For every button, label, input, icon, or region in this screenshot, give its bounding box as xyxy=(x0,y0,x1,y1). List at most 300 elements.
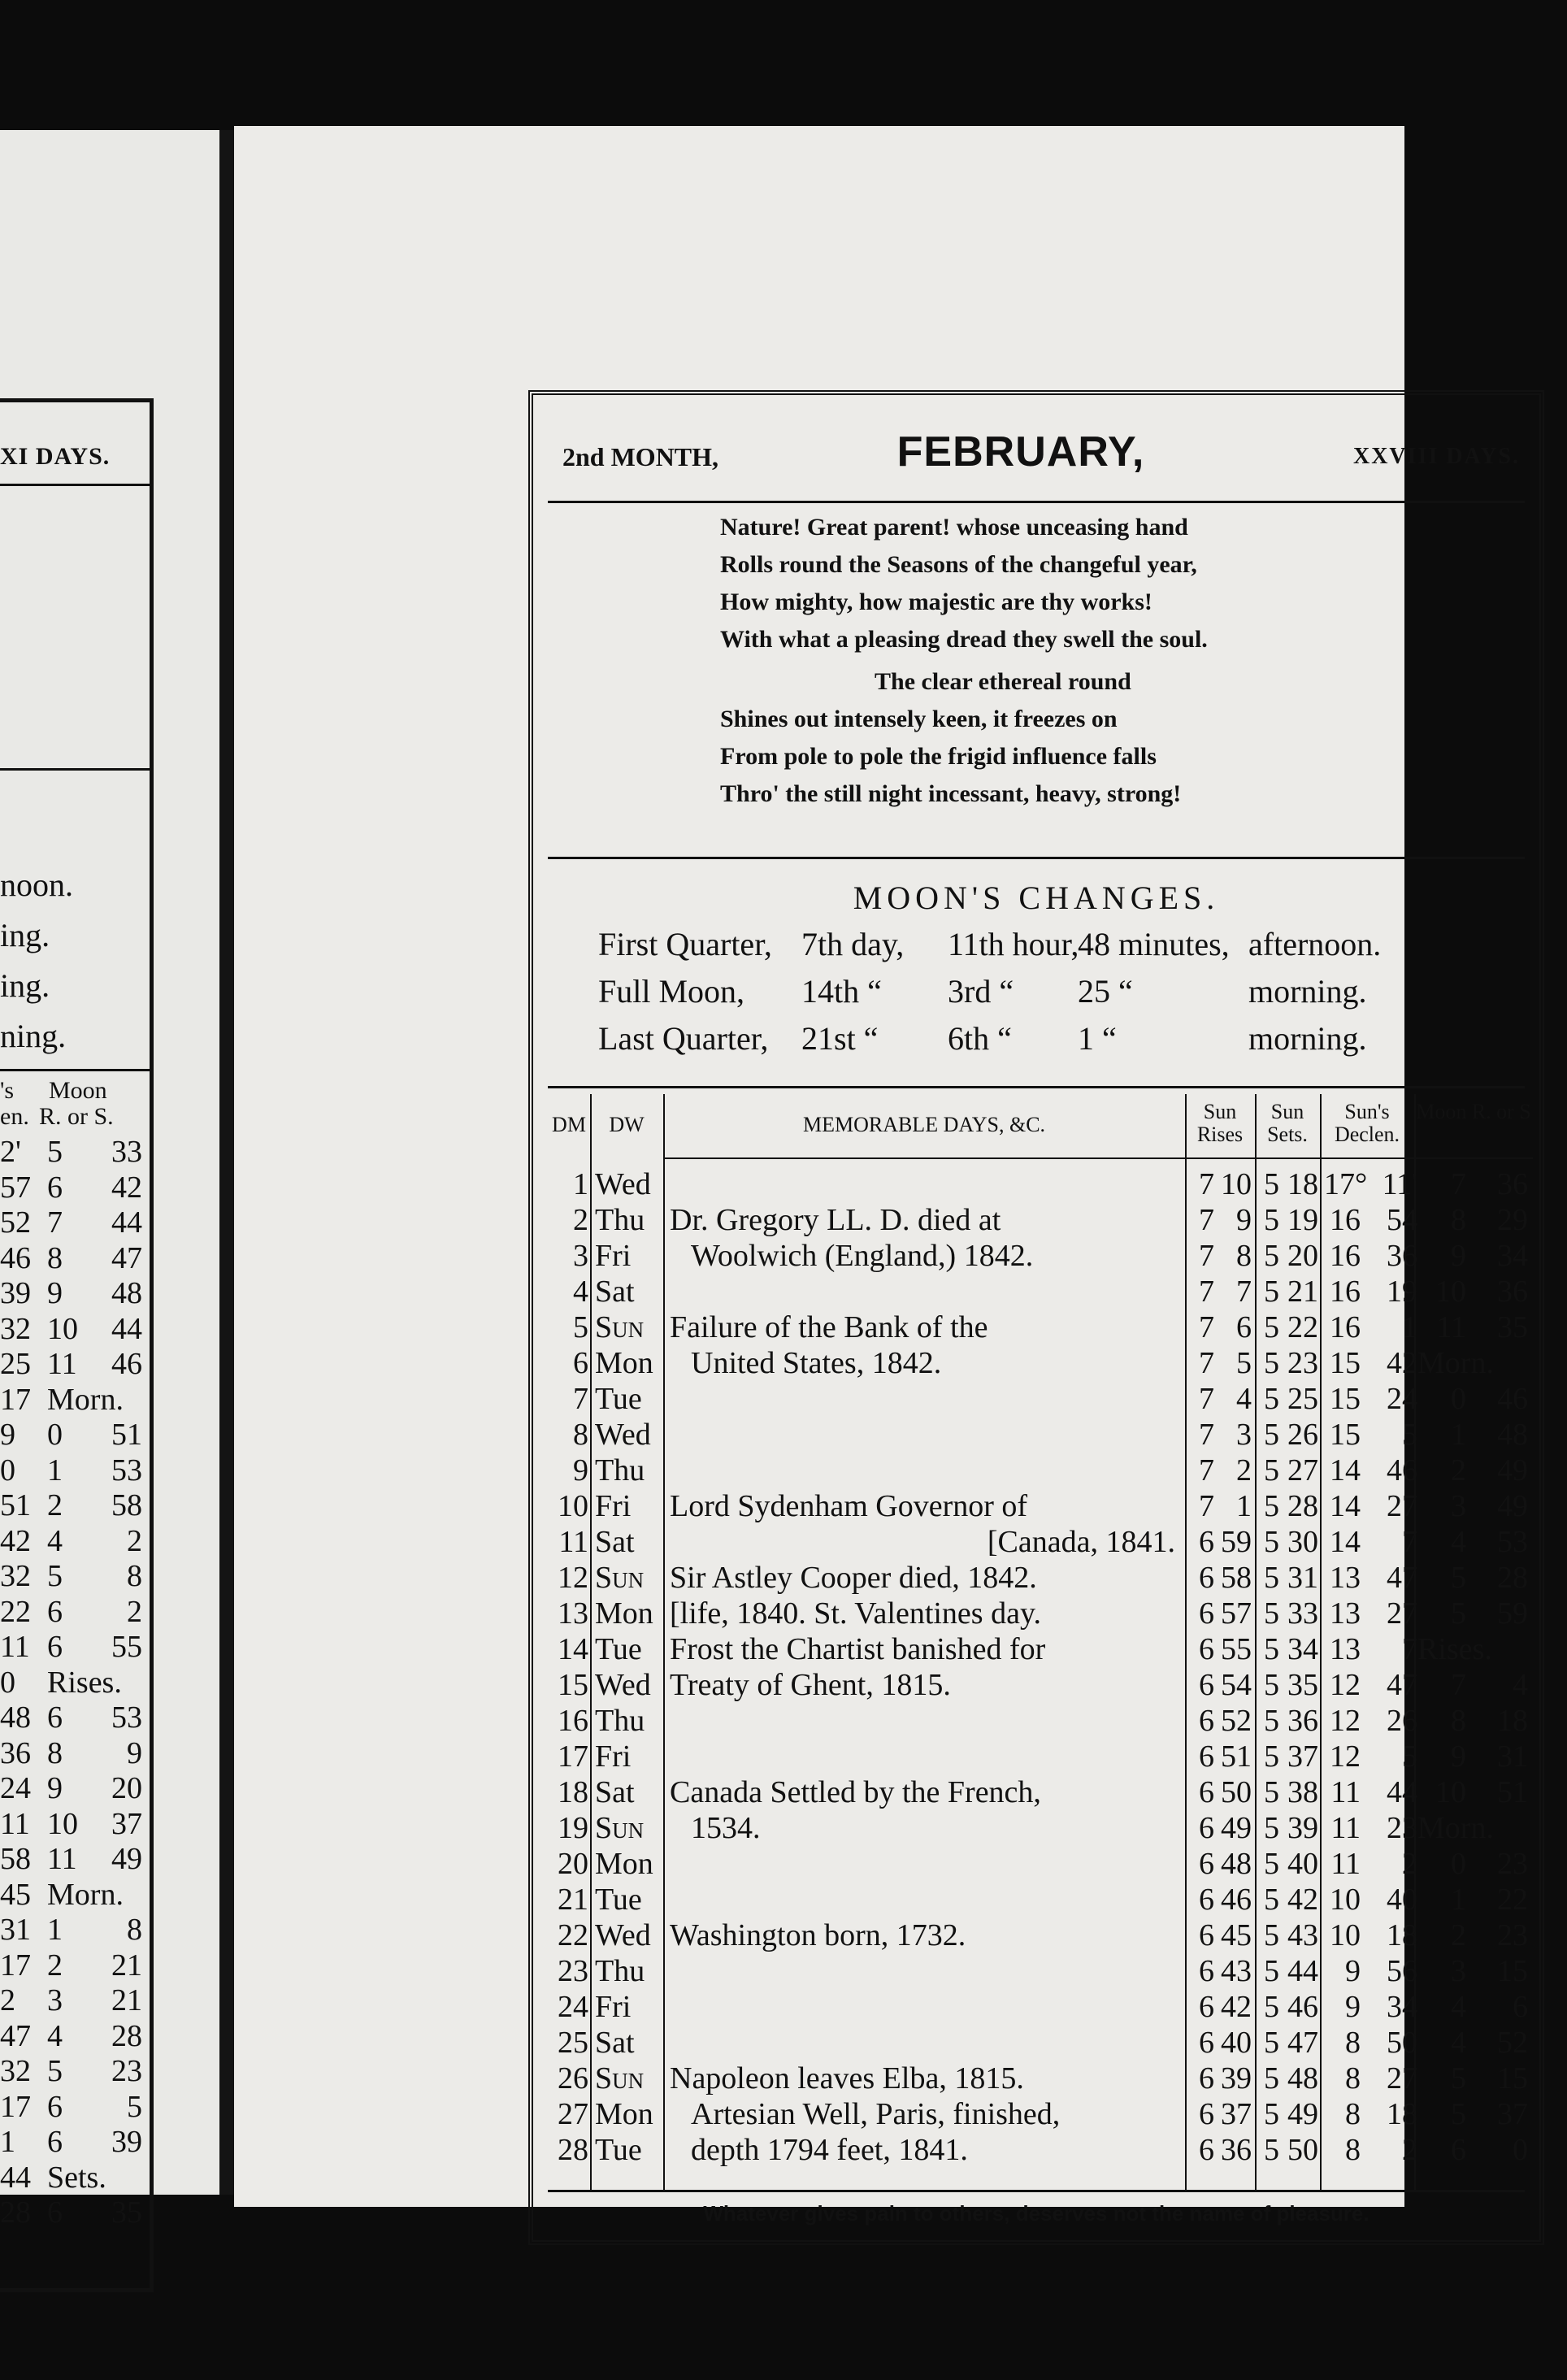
day-of-month: 22 xyxy=(558,1918,588,1952)
sun-sets-hour: 5 xyxy=(1264,1310,1279,1344)
day-of-month: 6 xyxy=(573,1346,588,1380)
calendar-table xyxy=(548,1094,1533,2191)
table-row xyxy=(548,1632,1533,1667)
previous-table-cell: 8 xyxy=(127,1913,142,1947)
day-of-week: Mon xyxy=(595,1596,653,1631)
sun-sets-minute: 43 xyxy=(1287,1918,1318,1952)
moon-minute: 49 xyxy=(1497,1489,1528,1523)
moon-change-cell: First Quarter, xyxy=(598,926,772,962)
previous-table-cell: 32 xyxy=(0,1559,31,1593)
declination-degrees: 8 xyxy=(1345,2097,1361,2131)
sun-sets-hour: 5 xyxy=(1264,1275,1279,1309)
memorable-day: depth 1794 feet, 1841. xyxy=(691,2133,968,2167)
moon-minute: 53 xyxy=(1497,1525,1528,1559)
declination-degrees: 15 xyxy=(1330,1346,1361,1380)
declination-degrees: 15 xyxy=(1330,1382,1361,1416)
previous-page xyxy=(0,130,219,2230)
sun-sets-minute: 47 xyxy=(1287,2026,1318,2060)
previous-table-row xyxy=(0,1877,146,1912)
day-of-week: Sun xyxy=(595,1561,645,1595)
memorable-day: Dr. Gregory LL. D. died at xyxy=(670,1203,1001,1237)
declination-minutes: 2 xyxy=(1402,2133,1417,2167)
previous-table-cell: 35 xyxy=(111,2195,142,2230)
declination-degrees: 16 xyxy=(1330,1239,1361,1273)
sun-rises-minute: 36 xyxy=(1221,2133,1252,2167)
declination-minutes: 34 xyxy=(1387,1990,1417,2024)
sun-rises-minute: 10 xyxy=(1221,1167,1252,1201)
previous-table-cell: 49 xyxy=(111,1842,142,1876)
previous-table-row xyxy=(0,1523,146,1558)
sun-rises-hour: 6 xyxy=(1199,1811,1214,1845)
declination-minutes: 7 xyxy=(1402,1632,1417,1666)
previous-table-cell: 55 xyxy=(111,1630,142,1664)
day-of-month: 15 xyxy=(558,1668,588,1702)
moon-minute: 18 xyxy=(1497,1704,1528,1738)
moon-divider xyxy=(548,1086,1525,1088)
header-dm: DM xyxy=(552,1113,586,1136)
previous-table-row xyxy=(0,1275,146,1310)
moon-hour: Morn. xyxy=(1417,1811,1494,1845)
previous-moon-line: ing. xyxy=(0,917,50,953)
sun-sets-minute: 30 xyxy=(1287,1525,1318,1559)
declination-degrees: 8 xyxy=(1345,2026,1361,2060)
sun-sets-hour: 5 xyxy=(1264,1239,1279,1273)
previous-table-cell: 53 xyxy=(111,1700,142,1735)
previous-table-cell: 42 xyxy=(111,1170,142,1205)
declination-minutes: 54 xyxy=(1387,1203,1417,1237)
memorable-day: [Canada, 1841. xyxy=(987,1525,1175,1559)
declination-minutes: 27 xyxy=(1387,1596,1417,1631)
declination-minutes: 47 xyxy=(1387,1668,1417,1702)
table-row xyxy=(548,1811,1533,1846)
declination-minutes: 2 xyxy=(1402,1847,1417,1881)
moon-change-cell: 48 minutes, xyxy=(1078,926,1230,962)
sun-sets-hour: 5 xyxy=(1264,2061,1279,2096)
moon-minute: 6 xyxy=(1513,1990,1528,2024)
sun-sets-hour: 5 xyxy=(1264,2097,1279,2131)
previous-table-cell: 17 xyxy=(0,1948,31,1983)
sun-rises-hour: 6 xyxy=(1199,2097,1214,2131)
previous-table-cell: 5 xyxy=(47,1559,63,1593)
previous-table-row xyxy=(0,1983,146,2017)
header-declination: Sun's Declen. xyxy=(1334,1100,1400,1146)
moon-hour: Morn. xyxy=(1417,1346,1494,1380)
sun-sets-hour: 5 xyxy=(1264,1847,1279,1881)
sun-sets-minute: 21 xyxy=(1287,1275,1318,1309)
moon-hour: 2 xyxy=(1451,1453,1466,1488)
previous-table-cell: 32 xyxy=(0,2054,31,2088)
previous-table-cell: 9 xyxy=(0,1418,15,1452)
moon-hour: 7 xyxy=(1451,1167,1466,1201)
sun-rises-minute: 43 xyxy=(1221,1954,1252,1988)
declination-degrees: 13 xyxy=(1330,1632,1361,1666)
moon-hour: 4 xyxy=(1451,2026,1466,2060)
moon-hour: 9 xyxy=(1451,1239,1466,1273)
sun-rises-hour: 7 xyxy=(1199,1310,1214,1344)
declination-degrees: 11 xyxy=(1330,1811,1361,1845)
table-row xyxy=(548,1203,1533,1238)
previous-page-frame xyxy=(0,398,154,2292)
table-row xyxy=(548,1918,1533,1953)
sun-sets-minute: 40 xyxy=(1287,1847,1318,1881)
previous-table-cell: 52 xyxy=(0,1205,31,1240)
declination-degrees: 11 xyxy=(1330,1847,1361,1881)
declination-degrees: 14 xyxy=(1330,1453,1361,1488)
previous-table-cell: 6 xyxy=(47,2195,63,2230)
moon-minute: 15 xyxy=(1497,1954,1528,1988)
declination-minutes: 18 xyxy=(1387,1918,1417,1952)
previous-table-cell: 36 xyxy=(0,1735,31,1770)
day-of-week: Thu xyxy=(595,1954,645,1988)
moon-hour: Rises. xyxy=(1417,1632,1492,1666)
declination-degrees: 9 xyxy=(1345,1990,1361,2024)
poem-line: Nature! Great parent! whose unceasing hand xyxy=(720,514,1188,541)
previous-table-row xyxy=(0,1912,146,1947)
sun-sets-minute: 28 xyxy=(1287,1489,1318,1523)
sun-rises-hour: 6 xyxy=(1199,1990,1214,2024)
previous-table-row xyxy=(0,1488,146,1522)
day-of-week: Fri xyxy=(595,1990,632,2024)
declination-degrees: 10 xyxy=(1330,1883,1361,1917)
declination-minutes: 50 xyxy=(1387,2026,1417,2060)
moon-change-cell: 14th “ xyxy=(801,973,882,1010)
month-title: FEBRUARY, xyxy=(896,428,1145,476)
previous-table-cell: 10 xyxy=(47,1311,78,1346)
moon-minute: 35 xyxy=(1497,1310,1528,1344)
sun-sets-hour: 5 xyxy=(1264,1990,1279,2024)
previous-table-cell: 44 xyxy=(0,2160,31,2195)
previous-table-row xyxy=(0,2160,146,2195)
sun-sets-hour: 5 xyxy=(1264,1167,1279,1201)
sun-sets-minute: 46 xyxy=(1287,1990,1318,2024)
previous-table-cell: 2' xyxy=(0,1135,21,1169)
previous-table-cell: 10 xyxy=(47,1806,78,1841)
day-of-week: Fri xyxy=(595,1489,632,1523)
moon-minute: 0 xyxy=(1513,2133,1528,2167)
previous-table-row xyxy=(0,1240,146,1275)
declination-degrees: 15 xyxy=(1330,1418,1361,1452)
previous-table-cell: 47 xyxy=(0,2018,31,2053)
day-of-week: Wed xyxy=(595,1418,651,1452)
sun-sets-minute: 48 xyxy=(1287,2061,1318,2096)
previous-table-row xyxy=(0,1453,146,1488)
sun-sets-hour: 5 xyxy=(1264,1632,1279,1666)
moon-change-cell: Last Quarter, xyxy=(598,1020,769,1057)
declination-minutes: 7 xyxy=(1402,1525,1417,1559)
moon-minute: 59 xyxy=(1497,1596,1528,1631)
declination-degrees: 12 xyxy=(1330,1668,1361,1702)
sun-rises-minute: 55 xyxy=(1221,1632,1252,1666)
sun-rises-hour: 6 xyxy=(1199,1525,1214,1559)
moon-hour: 3 xyxy=(1451,1489,1466,1523)
previous-table-cell: 44 xyxy=(111,1311,142,1346)
day-of-month: 1 xyxy=(573,1167,588,1201)
table-row xyxy=(548,1775,1533,1810)
day-of-week: Thu xyxy=(595,1453,645,1488)
sun-rises-minute: 8 xyxy=(1236,1239,1252,1273)
footer-divider xyxy=(548,2190,1525,2192)
previous-table-cell: 25 xyxy=(0,1347,31,1381)
declination-minutes: 11' xyxy=(1382,1167,1417,1201)
previous-table-cell: 6 xyxy=(47,1630,63,1664)
day-of-month: 18 xyxy=(558,1775,588,1809)
memorable-day: Treaty of Ghent, 1815. xyxy=(670,1668,951,1702)
moon-minute: 23 xyxy=(1497,1847,1528,1881)
previous-table-cell: 33 xyxy=(111,1135,142,1169)
previous-table-row xyxy=(0,2195,146,2230)
previous-moon-line: ning. xyxy=(0,1018,67,1054)
table-row xyxy=(548,1382,1533,1417)
sun-rises-minute: 52 xyxy=(1221,1704,1252,1738)
day-of-month: 3 xyxy=(573,1239,588,1273)
moon-hour: 10 xyxy=(1435,1775,1466,1809)
previous-table-row xyxy=(0,1948,146,1983)
day-of-week: Wed xyxy=(595,1668,651,1702)
previous-table-cell: 11 xyxy=(47,1842,77,1876)
previous-table-cell: 48 xyxy=(0,1700,31,1735)
sun-sets-hour: 5 xyxy=(1264,1525,1279,1559)
moon-minute: 15 xyxy=(1497,2061,1528,2096)
day-of-week: Wed xyxy=(595,1918,651,1952)
declination-degrees: 17° xyxy=(1324,1167,1368,1201)
moon-change-cell: 6th “ xyxy=(948,1020,1012,1057)
previous-table-cell: Sets. xyxy=(47,2160,106,2195)
day-of-week: Sun xyxy=(595,1310,645,1344)
table-row xyxy=(548,1310,1533,1345)
day-of-week: Thu xyxy=(595,1704,645,1738)
previous-table-cell: 1 xyxy=(47,1453,63,1488)
moon-hour: 8 xyxy=(1451,1203,1466,1237)
declination-minutes: 23 xyxy=(1387,1811,1417,1845)
table-row xyxy=(548,1883,1533,1917)
previous-table-cell: 2 xyxy=(0,1983,15,2017)
day-of-month: 12 xyxy=(558,1561,588,1595)
sun-rises-hour: 7 xyxy=(1199,1239,1214,1273)
sun-sets-minute: 50 xyxy=(1287,2133,1318,2167)
declination-minutes: 47 xyxy=(1387,1561,1417,1595)
previous-table-cell: 4 xyxy=(47,2018,63,2053)
sun-rises-hour: 7 xyxy=(1199,1203,1214,1237)
previous-table-cell: 21 xyxy=(111,1983,142,2017)
memorable-day: [life, 1840. St. Valentines day. xyxy=(670,1596,1041,1631)
poem-line: How mighty, how majestic are thy works! xyxy=(720,588,1152,615)
table-row xyxy=(548,1596,1533,1631)
sun-rises-minute: 3 xyxy=(1236,1418,1252,1452)
previous-table-row xyxy=(0,1170,146,1205)
previous-table-cell: 47 xyxy=(111,1240,142,1275)
previous-table-row xyxy=(0,1205,146,1240)
previous-table-cell: 57 xyxy=(0,1170,31,1205)
sun-rises-hour: 7 xyxy=(1199,1275,1214,1309)
table-row xyxy=(548,1525,1533,1560)
sun-sets-minute: 33 xyxy=(1287,1596,1318,1631)
sun-sets-hour: 5 xyxy=(1264,1382,1279,1416)
day-of-week: Mon xyxy=(595,2097,653,2131)
sun-sets-hour: 5 xyxy=(1264,1704,1279,1738)
moon-hour: 10 xyxy=(1435,1275,1466,1309)
sun-sets-minute: 18 xyxy=(1287,1167,1318,1201)
sun-rises-hour: 6 xyxy=(1199,1775,1214,1809)
sun-sets-hour: 5 xyxy=(1264,2026,1279,2060)
sun-rises-hour: 7 xyxy=(1199,1382,1214,1416)
declination-minutes: 27 xyxy=(1387,2061,1417,2096)
moon-minute: 34 xyxy=(1497,1239,1528,1273)
moon-hour: 8 xyxy=(1451,1704,1466,1738)
memorable-day: Sir Astley Cooper died, 1842. xyxy=(670,1561,1037,1595)
memorable-day: Napoleon leaves Elba, 1815. xyxy=(670,2061,1024,2096)
previous-table-cell: 39 xyxy=(111,2125,142,2159)
header-sun-sets: Sun Sets. xyxy=(1267,1100,1308,1146)
moon-hour: 11 xyxy=(1436,1310,1466,1344)
moon-hour: 5 xyxy=(1451,1596,1466,1631)
header-sun-rises: Sun Rises xyxy=(1196,1100,1244,1146)
day-of-week: Thu xyxy=(595,1203,645,1237)
memorable-day: 1534. xyxy=(691,1811,761,1845)
sun-rises-hour: 6 xyxy=(1199,1561,1214,1595)
sun-rises-minute: 59 xyxy=(1221,1525,1252,1559)
sun-rises-hour: 6 xyxy=(1199,2133,1214,2167)
moon-minute: 36 xyxy=(1497,1167,1528,1201)
day-of-month: 4 xyxy=(573,1275,588,1309)
previous-table-cell: 2 xyxy=(47,1948,63,1983)
declination-minutes: 19 xyxy=(1387,1275,1417,1309)
previous-table-cell: 6 xyxy=(47,1594,63,1629)
sun-rises-minute: 57 xyxy=(1221,1596,1252,1631)
sun-rises-minute: 58 xyxy=(1221,1561,1252,1595)
declination-minutes: 26 xyxy=(1387,1704,1417,1738)
moon-change-cell: 3rd “ xyxy=(948,973,1014,1010)
moon-change-cell: afternoon. xyxy=(1248,926,1382,962)
moon-hour: 1 xyxy=(1451,1883,1466,1917)
table-row xyxy=(548,1561,1533,1596)
day-of-week: Tue xyxy=(595,1382,642,1416)
day-of-week: Tue xyxy=(595,1883,642,1917)
sun-rises-minute: 49 xyxy=(1221,1811,1252,1845)
moon-minute: 31 xyxy=(1497,1739,1528,1774)
sun-sets-hour: 5 xyxy=(1264,1739,1279,1774)
memorable-day: Frost the Chartist banished for xyxy=(670,1632,1046,1666)
sun-sets-hour: 5 xyxy=(1264,1346,1279,1380)
day-of-week: Fri xyxy=(595,1739,632,1774)
day-of-month: 11 xyxy=(558,1525,588,1559)
sun-rises-minute: 40 xyxy=(1221,2026,1252,2060)
day-of-week: Sat xyxy=(595,1525,635,1559)
previous-table-row xyxy=(0,1735,146,1770)
previous-table-row xyxy=(0,1134,146,1169)
memorable-day: Woolwich (England,) 1842. xyxy=(691,1239,1034,1273)
memorable-day: Lord Sydenham Governor of xyxy=(670,1489,1028,1523)
moon-hour: 9 xyxy=(1451,1739,1466,1774)
previous-header-moon: R. or S. xyxy=(39,1103,114,1130)
sun-sets-hour: 5 xyxy=(1264,1418,1279,1452)
previous-table-cell: 11 xyxy=(0,1630,30,1664)
moon-minute: 28 xyxy=(1497,1561,1528,1595)
sun-rises-minute: 50 xyxy=(1221,1775,1252,1809)
table-row xyxy=(548,1275,1533,1309)
table-row xyxy=(548,1704,1533,1739)
day-of-month: 19 xyxy=(558,1811,588,1845)
declination-degrees: 12 xyxy=(1330,1704,1361,1738)
table-row xyxy=(548,1990,1533,2025)
previous-table-row xyxy=(0,2018,146,2053)
sun-rises-minute: 54 xyxy=(1221,1668,1252,1702)
previous-table-cell: 8 xyxy=(127,1559,142,1593)
sun-sets-minute: 20 xyxy=(1287,1239,1318,1273)
previous-table-row xyxy=(0,1346,146,1381)
previous-table-cell: 0 xyxy=(0,1665,15,1700)
sun-rises-hour: 7 xyxy=(1199,1453,1214,1488)
moon-hour: 2 xyxy=(1451,1918,1466,1952)
moon-hour: 5 xyxy=(1451,1561,1466,1595)
previous-table-cell: 11 xyxy=(0,1806,30,1841)
declination-degrees: 13 xyxy=(1330,1561,1361,1595)
previous-table-row xyxy=(0,1665,146,1700)
day-of-month: 20 xyxy=(558,1847,588,1881)
table-row xyxy=(548,2061,1533,2096)
previous-table-cell: 48 xyxy=(111,1276,142,1310)
previous-table-cell: 6 xyxy=(47,1700,63,1735)
sun-sets-hour: 5 xyxy=(1264,1954,1279,1988)
moon-minute: 23 xyxy=(1497,1918,1528,1952)
poem-line: Shines out intensely keen, it freezes on xyxy=(720,706,1118,732)
moon-hour: 4 xyxy=(1451,1525,1466,1559)
declination-degrees: 8 xyxy=(1345,2061,1361,2096)
previous-table-cell: 22 xyxy=(0,1594,31,1629)
day-of-month: 16 xyxy=(558,1704,588,1738)
previous-table-cell: 9 xyxy=(47,1276,63,1310)
declination-minutes: 36 xyxy=(1387,1239,1417,1273)
sun-sets-minute: 44 xyxy=(1287,1954,1318,1988)
day-of-week: Sun xyxy=(595,2061,645,2096)
sun-rises-minute: 6 xyxy=(1236,1310,1252,1344)
moon-hour: 0 xyxy=(1451,1847,1466,1881)
table-row xyxy=(548,2133,1533,2168)
previous-table-cell: 31 xyxy=(0,1913,31,1947)
header-moon: Moon R. or S xyxy=(1416,1100,1531,1123)
moon-minute: 29 xyxy=(1497,1203,1528,1237)
declination-degrees: 16 xyxy=(1330,1203,1361,1237)
moon-minute: 4 xyxy=(1513,1668,1528,1702)
moon-change-cell: morning. xyxy=(1248,973,1367,1010)
moon-hour: 3 xyxy=(1451,1954,1466,1988)
poem-line: With what a pleasing dread they swell the soul. xyxy=(720,626,1208,653)
previous-table-row xyxy=(0,2053,146,2088)
day-of-month: 5 xyxy=(573,1310,588,1344)
previous-table-cell: 9 xyxy=(127,1735,142,1770)
previous-table-cell: 11 xyxy=(47,1347,77,1381)
day-of-week: Sun xyxy=(595,1811,645,1845)
previous-table-cell: 17 xyxy=(0,1382,31,1417)
previous-table-cell: 6 xyxy=(47,2125,63,2159)
sun-rises-minute: 46 xyxy=(1221,1883,1252,1917)
declination-minutes: 1 xyxy=(1402,1310,1417,1344)
sun-rises-minute: 37 xyxy=(1221,2097,1252,2131)
previous-table-cell: 28 xyxy=(111,2018,142,2053)
previous-table-cell: 2 xyxy=(127,1594,142,1629)
previous-table-cell: 45 xyxy=(0,1877,31,1912)
previous-table-cell: 1 xyxy=(47,1913,63,1947)
sun-rises-minute: 9 xyxy=(1236,1203,1252,1237)
sun-sets-hour: 5 xyxy=(1264,1203,1279,1237)
declination-minutes: 18 xyxy=(1387,2097,1417,2131)
previous-moon-line: noon. xyxy=(0,866,73,903)
sun-sets-minute: 37 xyxy=(1287,1739,1318,1774)
day-of-month: 8 xyxy=(573,1418,588,1452)
table-row xyxy=(548,1847,1533,1882)
day-of-month: 14 xyxy=(558,1632,588,1666)
previous-table-cell: 6 xyxy=(47,1170,63,1205)
previous-table-row xyxy=(0,1558,146,1593)
